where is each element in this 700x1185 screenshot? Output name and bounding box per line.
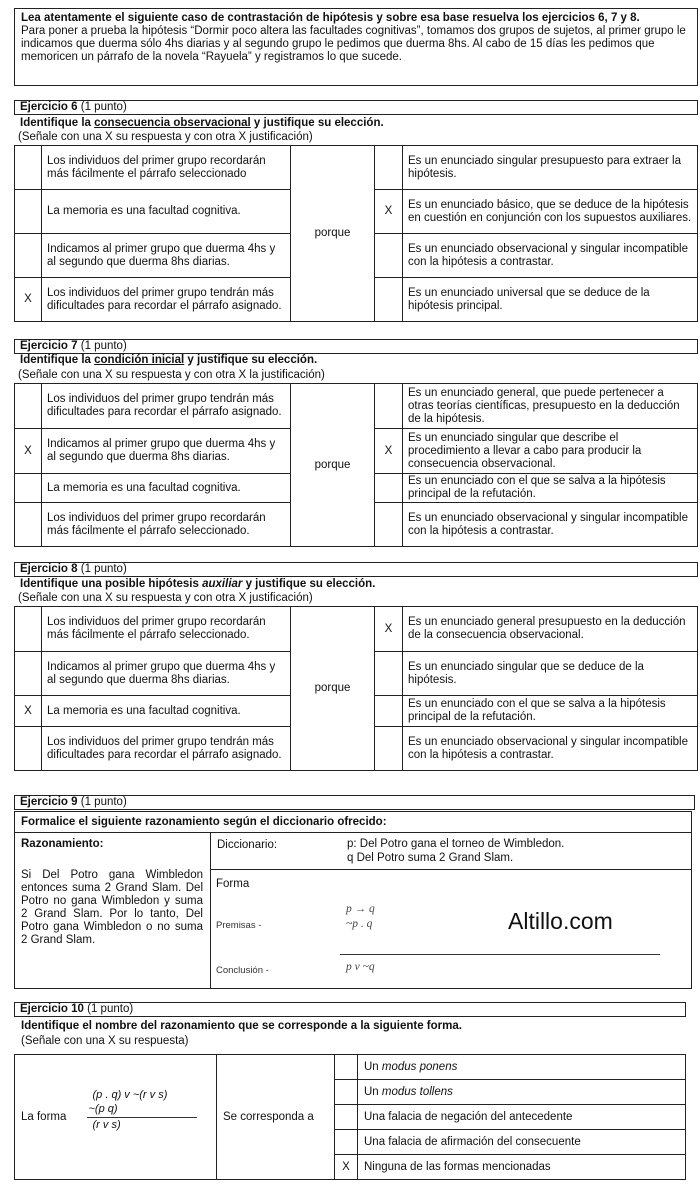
ex7-right-mark-2[interactable] xyxy=(375,474,403,503)
ex10-option-1-em: modus tollens xyxy=(381,1086,453,1098)
ex9-premisa-1[interactable]: p → q xyxy=(346,903,375,915)
ex6-sub: (Señale con una X su respuesta y con otra X justificación) xyxy=(18,131,313,143)
ex10-option-4: Ninguna de las formas mencionadas xyxy=(358,1155,686,1180)
ex9-title: Ejercicio 9 xyxy=(20,796,78,808)
ex10-corresponde: Se corresponda a xyxy=(217,1055,335,1180)
ex6-instr-key: consecuencia observacional xyxy=(94,117,251,129)
ex7-left-mark-3[interactable] xyxy=(15,503,42,547)
ex7-left-mark-2[interactable] xyxy=(15,474,42,503)
ex9-forma-label: Forma xyxy=(216,878,250,890)
ex6-left-opt-1: La memoria es una facultad cognitiva. xyxy=(42,190,291,234)
ex10-option-1 xyxy=(358,1080,686,1105)
ex6-points: (1 punto) xyxy=(80,101,127,113)
ex7-right-mark-1[interactable]: X xyxy=(375,429,403,474)
ex10-mark-2[interactable] xyxy=(335,1105,358,1130)
ex6-title: Ejercicio 6 xyxy=(20,101,78,113)
ex6-right-mark-3[interactable] xyxy=(375,278,403,322)
ex7-header xyxy=(14,339,698,354)
ex9-conclusion-label: Conclusión - xyxy=(216,965,269,976)
ex7-left-opt-0: Los individuos del primer grupo tendrán más dificultades para recordar el párrafo asignado. xyxy=(42,384,291,429)
ex9-box xyxy=(14,811,692,989)
ex9-conclusion-line xyxy=(340,954,660,955)
ex9-conclusion[interactable]: p v ~q xyxy=(346,961,375,973)
ex7-right-opt-1: Es un enunciado singular que describe el procedimiento a llevar a cabo para producir la consecuencia observacional. xyxy=(403,429,698,474)
ex10-option-0 xyxy=(358,1055,686,1080)
ex9-razonamiento-label: Razonamiento: xyxy=(21,838,104,850)
ex10-form-cell xyxy=(81,1055,217,1180)
ex6-left-mark-1[interactable] xyxy=(15,190,42,234)
ex8-left-mark-2[interactable]: X xyxy=(15,696,42,727)
ex7-right-mark-0[interactable] xyxy=(375,384,403,429)
ex6-right-opt-2: Es un enunciado observacional y singular incompatible con la hipótesis a contrastar. xyxy=(403,234,698,278)
ex6-header xyxy=(14,100,698,115)
ex10-mark-0[interactable] xyxy=(335,1055,358,1080)
ex8-header xyxy=(14,562,698,577)
ex7-right-opt-3: Es un enunciado observacional y singular incompatible con la hipótesis a contrastar. xyxy=(403,503,698,547)
ex6-right-opt-0: Es un enunciado singular presupuesto para extraer la hipótesis. xyxy=(403,146,698,190)
ex7-sub: (Señale con una X su respuesta y con otra X la justificación) xyxy=(18,369,325,381)
ex6-right-opt-1: Es un enunciado básico, que se deduce de la hipótesis en cuestión en conjunción con los supuestos auxiliares. xyxy=(403,190,698,234)
ex8-right-mark-3[interactable] xyxy=(375,727,403,771)
ex6-left-opt-3: Los individuos del primer grupo tendrán más dificultades para recordar el párrafo asignado. xyxy=(42,278,291,322)
ex7-right-opt-2: Es un enunciado con el que se salva a la hipótesis principal de la refutación. xyxy=(403,474,698,503)
ex9-header xyxy=(14,795,695,810)
ex8-title: Ejercicio 8 xyxy=(20,563,78,575)
ex6-left-opt-2: Indicamos al primer grupo que duerma 4hs y al segundo que duerma 8hs diarias. xyxy=(42,234,291,278)
intro-body: Para poner a prueba la hipótesis “Dormir poco altera las facultades cognitivas”, tomamos dos grupos de sujetos, al primer grupo le indicamos que duerma sólo 4hs diarias y al segundo grupo le pedimos que duerma 8hs. Al cabo de 15 días les pedimos que memoricen un párrafo de la novela “Rayuela” y registramos lo que sucede. xyxy=(21,25,686,63)
ex8-left-opt-0: Los individuos del primer grupo recordarán más fácilmente el párrafo seleccionado. xyxy=(42,607,291,652)
ex8-right-mark-1[interactable] xyxy=(375,652,403,696)
ex10-option-0-em: modus ponens xyxy=(381,1061,458,1073)
ex6-right-mark-1[interactable]: X xyxy=(375,190,403,234)
ex8-porque: porque xyxy=(291,607,375,771)
ex8-left-mark-1[interactable] xyxy=(15,652,42,696)
intro-box xyxy=(14,8,698,86)
ex10-points: (1 punto) xyxy=(87,1003,134,1015)
ex8-left-mark-3[interactable] xyxy=(15,727,42,771)
ex9-dict-q: q Del Potro suma 2 Grand Slam. xyxy=(347,852,514,864)
ex10-form-label: La forma xyxy=(15,1055,81,1180)
intro-title: Lea atentamente el siguiente caso de contrastación de hipótesis y sobre esa base resuelva los ejercicios 6, 7 y 8. xyxy=(21,12,640,24)
ex7-instruction xyxy=(20,354,317,367)
ex10-title: Ejercicio 10 xyxy=(20,1003,84,1015)
ex9-premisa-2[interactable]: ~p . q xyxy=(346,918,373,930)
ex9-razonamiento-text: Si Del Potro gana Wimbledon entonces suma 2 Grand Slam. Del Potro no gana Wimbledon y suma 2 Grand Slam. Por lo tanto, Del Potro gana Wimbledon o no suma 2 Grand Slam. xyxy=(21,869,203,946)
ex10-option-2: Una falacia de negación del antecedente xyxy=(358,1105,686,1130)
ex6-instruction xyxy=(20,117,384,130)
ex6-right-mark-0[interactable] xyxy=(375,146,403,190)
ex8-points: (1 punto) xyxy=(80,563,127,575)
ex7-left-mark-0[interactable] xyxy=(15,384,42,429)
ex8-sub: (Señale con una X su respuesta y con otra X justificación) xyxy=(18,592,313,604)
ex10-instruction: Identifique el nombre del razonamiento que se corresponde a la siguiente forma. xyxy=(21,1020,462,1032)
ex10-form-p2: ~(p q) xyxy=(88,1103,118,1115)
ex10-sub: (Señale con una X su respuesta) xyxy=(21,1035,189,1047)
ex8-left-opt-1: Indicamos al primer grupo que duerma 4hs y al segundo que duerma 8hs diarias. xyxy=(42,652,291,696)
ex6-table xyxy=(14,145,698,322)
ex7-left-opt-3: Los individuos del primer grupo recordarán más fácilmente el párrafo seleccionado. xyxy=(42,503,291,547)
ex7-table xyxy=(14,383,698,547)
ex8-instruction xyxy=(20,578,375,591)
ex9-diccionario-label: Diccionario: xyxy=(217,839,278,851)
ex8-instr-key: auxiliar xyxy=(202,578,243,590)
ex8-left-opt-3: Los individuos del primer grupo tendrán más dificultades para recordar el párrafo asignado. xyxy=(42,727,291,771)
ex10-mark-1[interactable] xyxy=(335,1080,358,1105)
ex9-diccionario-cell xyxy=(210,832,692,870)
ex10-option-0-pre: Un xyxy=(364,1061,382,1073)
ex7-left-opt-2: La memoria es una facultad cognitiva. xyxy=(42,474,291,503)
ex8-right-mark-0[interactable]: X xyxy=(375,607,403,652)
ex7-instr-key: condición inicial xyxy=(94,354,185,366)
ex8-left-opt-2: La memoria es una facultad cognitiva. xyxy=(42,696,291,727)
ex8-left-mark-0[interactable] xyxy=(15,607,42,652)
ex10-option-1-pre: Un xyxy=(364,1086,382,1098)
ex6-instr-pre: Identifique la xyxy=(20,117,95,129)
ex10-form-line xyxy=(87,1117,197,1118)
ex7-right-opt-0: Es un enunciado general, que puede pertenecer a otras teorías científicas, presupuesto en la deducción de la hipótesis. xyxy=(403,384,698,429)
ex8-right-opt-2: Es un enunciado con el que se salva a la hipótesis principal de la refutación. xyxy=(403,696,698,727)
ex7-instr-pre: Identifique la xyxy=(20,354,95,366)
ex7-points: (1 punto) xyxy=(80,340,127,352)
ex8-right-mark-2[interactable] xyxy=(375,696,403,727)
ex7-title: Ejercicio 7 xyxy=(20,340,78,352)
ex10-form-conclusion: (r v s) xyxy=(92,1119,121,1131)
ex6-left-mark-3[interactable]: X xyxy=(15,278,42,322)
ex6-porque: porque xyxy=(291,146,375,322)
ex10-table xyxy=(14,1054,686,1180)
ex9-razonamiento-cell xyxy=(15,832,211,989)
ex8-right-opt-1: Es un enunciado singular que se deduce de la hipótesis. xyxy=(403,652,698,696)
ex7-left-mark-1[interactable]: X xyxy=(15,429,42,474)
ex10-mark-3[interactable] xyxy=(335,1130,358,1155)
ex10-header xyxy=(14,1002,686,1017)
ex8-instr-post: y justifique su elección. xyxy=(242,578,376,590)
ex6-right-opt-3: Es un enunciado universal que se deduce de la hipótesis principal. xyxy=(403,278,698,322)
ex6-right-mark-2[interactable] xyxy=(375,234,403,278)
ex6-left-mark-0[interactable] xyxy=(15,146,42,190)
ex6-instr-post: y justifique su elección. xyxy=(250,117,384,129)
ex8-right-opt-0: Es un enunciado general presupuesto en la deducción de la consecuencia observacional. xyxy=(403,607,698,652)
ex8-table xyxy=(14,606,698,771)
ex10-form-p1: (p . q) v ~(r v s) xyxy=(92,1089,168,1101)
ex9-premisas-label: Premisas - xyxy=(216,920,262,931)
ex9-points: (1 punto) xyxy=(80,796,127,808)
ex9-dict-p: p: Del Potro gana el torneo de Wimbledon. xyxy=(347,838,565,850)
ex10-mark-4[interactable]: X xyxy=(335,1155,358,1180)
ex7-instr-post: y justifique su elección. xyxy=(184,354,318,366)
ex7-porque: porque xyxy=(291,384,375,547)
ex6-left-mark-2[interactable] xyxy=(15,234,42,278)
altillo-watermark: Altillo.com xyxy=(508,908,613,934)
ex8-instr-pre: Identifique una posible hipótesis xyxy=(20,578,203,590)
ex7-left-opt-1: Indicamos al primer grupo que duerma 4hs y al segundo que duerma 8hs diarias. xyxy=(42,429,291,474)
ex9-instruction: Formalice el siguiente razonamiento según el diccionario ofrecido: xyxy=(21,816,387,828)
ex10-option-3: Una falacia de afirmación del consecuente xyxy=(358,1130,686,1155)
ex8-right-opt-3: Es un enunciado observacional y singular incompatible con la hipótesis a contrastar. xyxy=(403,727,698,771)
ex7-right-mark-3[interactable] xyxy=(375,503,403,547)
ex6-left-opt-0: Los individuos del primer grupo recordarán más fácilmente el párrafo seleccionado xyxy=(42,146,291,190)
